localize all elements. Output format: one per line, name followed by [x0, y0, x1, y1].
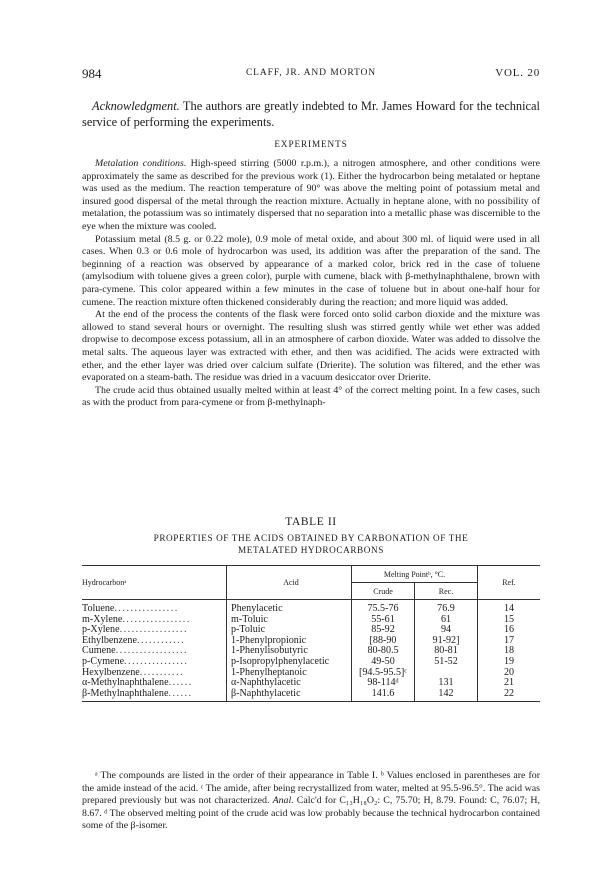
cell-rec-text: 51-52 [434, 655, 458, 667]
cell-crude [352, 600, 415, 615]
cell-hydrocarbon [82, 689, 227, 702]
cell-ref-text: 18 [503, 645, 515, 657]
footnote-text: Calc'd for C₁₃H₁₈O₂: C, 75.70; H, 8.79. Found: C, 76.07; H, 8.67. ᵈ The observed melting point of the crude acid was low probably because the technical hydrocarbon contained some of the β-isomer. [82, 795, 540, 832]
cell-rec-text: 91-92] [432, 634, 460, 646]
paragraph-text: The crude acid thus obtained usually melted within at least 4° of the correct melting point. In a few cases, such as with the product from para-cymene or from β-methylnaph- [82, 384, 540, 409]
cell-acid-text: m-Toluic [231, 613, 268, 625]
header-rec: Rec. [415, 583, 478, 600]
cell-acid-text: α-Naphthylacetic [231, 677, 301, 689]
cell-acid-text: p-Isopropylphenylacetic [231, 655, 330, 667]
paragraph-carbonation [82, 309, 540, 385]
table-caption-line: PROPERTIES OF THE ACIDS OBTAINED BY CARBONATION OF THE [153, 533, 469, 543]
cell-crude-text: 55-61 [371, 613, 395, 625]
cell-ref-text: 20 [503, 666, 515, 678]
header-melting-point: Melting Pointᵇ, °C. [352, 566, 478, 583]
cell-rec-text: 142 [438, 687, 454, 699]
cell-rec [415, 600, 478, 615]
cell-crude-text: [88-90 [369, 634, 397, 646]
cell-ref-text: 19 [503, 655, 515, 667]
cell-acid-text: 1-Phenylheptanoic [231, 666, 307, 678]
cell-ref-text: 17 [503, 634, 515, 646]
table-row [82, 689, 540, 702]
properties-table [82, 565, 540, 702]
leader-dots: ........... [139, 666, 184, 678]
cell-ref-text: 14 [503, 603, 515, 614]
header-hydrocarbon: Hydrocarbonᵃ [82, 578, 127, 587]
acknowledgment-paragraph [82, 98, 540, 130]
paragraph-lead: Metalation conditions. [95, 158, 187, 169]
section-heading: EXPERIMENTS [274, 139, 348, 149]
cell-crude [352, 689, 415, 702]
table-footnote [82, 770, 540, 833]
cell-hydrocarbon [82, 600, 227, 615]
paragraph-text: Potassium metal (8.5 g. or 0.22 mole), 0.9 mole of metal oxide, and about 300 ml. of liquid were used in all cases. When 0.3 or 0.6 mole of hydrocarbon was used, its addition was after the preparation of the sand. The beginning of a reaction was observed by appearance of a marked color, brick red in the case of toluene (amylsodium with toluene gives a green color), purple with cumene, black with β-methylnaphthalene, brown with para-cymene. This color appeared within a few minutes in the case of toluene but in about one-half hour for cumene. The reaction mixture often thickened considerably during the reaction; and more liquid was added. [82, 233, 540, 308]
header-crude: Crude [352, 583, 415, 600]
cell-hydrocarbon-text: Hexylbenzene [82, 666, 140, 678]
leader-dots: ................. [122, 613, 191, 625]
cell-acid-text: p-Toluic [231, 624, 266, 636]
cell-hydrocarbon-text: Toluene [82, 603, 115, 614]
leader-dots: ...... [168, 687, 193, 699]
cell-ref-text: 15 [503, 613, 515, 625]
cell-crude-text: 80-80.5 [367, 645, 399, 657]
paragraph-text: At the end of the process the contents of the flask were forced onto solid carbon dioxide and the mixture was allowed to stand several hours or overnight. The resulting slush was stirred gently while wet ether was added dropwise to decompose excess potassium, all in an atmosphere of carbon dioxide. Water was added to dissolve the metal salts. The aqueous layer was extracted with ether, and then was acidified. The acids were extracted with ether, and the ether layer was dried over calcium sulfate (Drierite). The solution was filtered, and the ether was evaporated on a steam-bath. The residue was dried in a vacuum desiccator over Drierite. [82, 309, 540, 384]
cell-ref-text: 21 [503, 677, 515, 689]
header-acid: Acid [227, 566, 352, 600]
table-caption-line: METALATED HYDROCARBONS [238, 545, 384, 555]
running-head-authors: CLAFF, JR. AND MORTON [245, 68, 377, 78]
cell-ref-text: 22 [503, 687, 515, 699]
cell-acid-text: 1-Phenylpropionic [231, 634, 307, 646]
cell-rec-text: 76.9 [437, 603, 455, 614]
footnote-anal-label: Anal. [272, 795, 294, 807]
table-body [82, 600, 540, 702]
leader-dots: ................ [124, 655, 189, 667]
leader-dots: ................ [114, 603, 179, 614]
volume-label: VOL. 20 [495, 67, 540, 79]
leader-dots: ...... [168, 677, 193, 689]
cell-crude-text: 85-92 [371, 624, 395, 636]
cell-acid-text: β-Naphthylacetic [231, 687, 301, 699]
cell-ref-text: 16 [503, 624, 515, 636]
cell-acid [227, 689, 352, 702]
leader-dots: ............ [136, 634, 186, 646]
cell-acid-text: Phenylacetic [231, 603, 283, 614]
cell-ref [478, 600, 541, 615]
cell-crude-text: [94.5-95.5]ᶜ [359, 666, 407, 678]
page-number: 984 [82, 66, 102, 81]
table-caption [120, 532, 502, 556]
cell-ref [478, 689, 541, 702]
table-header [82, 566, 540, 600]
cell-crude-text: 141.6 [371, 687, 395, 699]
cell-rec-text: 94 [440, 624, 452, 636]
leader-dots: .................. [115, 645, 189, 657]
cell-rec [415, 657, 478, 668]
paragraph-crude-acid [82, 385, 540, 410]
cell-hydrocarbon-text: m-Xylene [82, 613, 123, 625]
table-title: TABLE II [285, 516, 337, 528]
footnote-text: ᵃ The compounds are listed in the order of their appearance in Table I. ᵇ Values enclosed in parentheses are for the amide instead of the acid. ᶜ The amide, after being recrystallized from water, melted at 95.5-96.5°. The acid was prepared previously but was not characterized. [82, 770, 540, 807]
cell-rec-text: 131 [438, 677, 454, 689]
paragraph-potassium [82, 234, 540, 310]
acknowledgment-label: Acknowledgment. [92, 99, 180, 113]
cell-crude-text: 98-114ᵈ [367, 677, 399, 689]
cell-rec-text: 80-81 [434, 645, 458, 657]
cell-crude-text: 75.5-76 [367, 603, 399, 614]
cell-rec [415, 689, 478, 702]
running-header [82, 66, 540, 82]
cell-rec-text: 61 [440, 613, 452, 625]
cell-hydrocarbon-text: p-Xylene [82, 624, 120, 636]
cell-crude-text: 49-50 [371, 655, 395, 667]
cell-acid-text: 1-Phenylisobutyric [231, 645, 308, 657]
experiments-body [82, 158, 540, 410]
cell-hydrocarbon-text: β-Methylnaphthalene [82, 687, 169, 699]
cell-hydrocarbon-text: α-Methylnaphthalene [82, 677, 169, 689]
paragraph-text: High-speed stirring (5000 r.p.m.), a nitrogen atmosphere, and other conditions were approximately the same as described for the previous work (1). Either the hydrocarbon being metalated or heptane was used as the medium. The reaction temperature of 90° was above the melting point of potassium metal and insured good dispersal of the metal through the reaction mixture. Actually in heptane alone, with no possibility of metalation, the potassium was so intimately dispersed that no separation into a metallic phase was discernible to the eye when the mixture was cooled. [82, 158, 540, 232]
cell-hydrocarbon-text: Ethylbenzene [82, 634, 137, 646]
cell-acid [227, 600, 352, 615]
cell-hydrocarbon-text: Cumene [82, 645, 116, 657]
acknowledgment-text: The authors are greatly indebted to Mr. James Howard for the technical service of performing the experiments. [82, 99, 540, 129]
leader-dots: ................. [119, 624, 188, 636]
paragraph-metalation [82, 158, 540, 234]
cell-hydrocarbon-text: p-Cymene [82, 655, 125, 667]
header-ref: Ref. [478, 566, 541, 600]
table-row [82, 600, 540, 615]
